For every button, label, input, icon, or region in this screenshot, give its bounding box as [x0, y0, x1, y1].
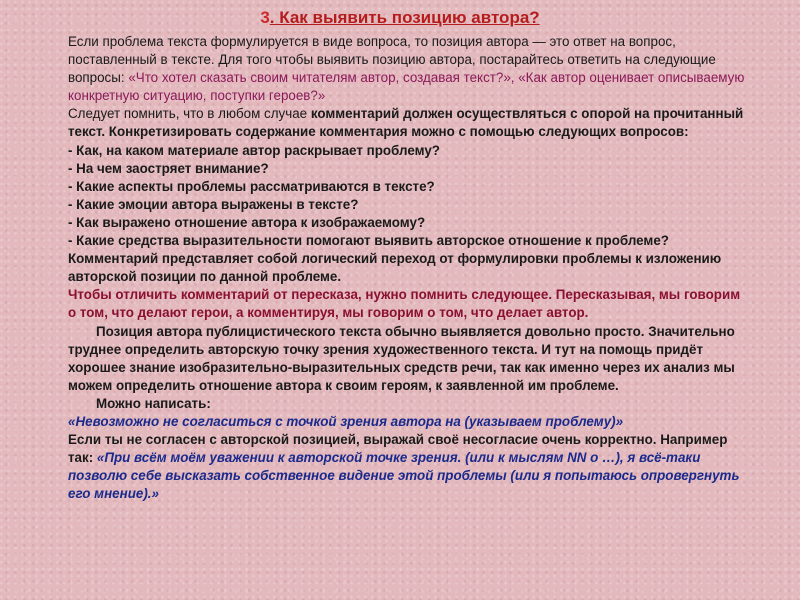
comment-text-2: комментарий должен осуществляться с опорой на прочитанный текст. Конкретизировать содержание комментария можно с помощью следующих вопросов: [68, 106, 744, 140]
title-number: 3 [260, 8, 270, 27]
question-item: - На чем заостряет внимание? [68, 160, 269, 176]
position-paragraph: Позиция автора публицистического текста обычно выявляется довольно просто. Значительно труднее определить авторскую точку зрения художественного текста. И тут на помощь придёт хорошее знание изобразительно-выразительных средств речи, так как именно через их анализ мы можем определить отношение автора к своим героям, к заявленной им проблеме. [68, 323, 735, 393]
intro-paragraph [68, 33, 748, 105]
question-item: - Какие эмоции автора выражены в тексте? [68, 196, 359, 212]
comment-paragraph [68, 105, 748, 141]
disagree-text: Если ты не согласен с авторской позицией, выражай своё несогласие очень корректно. Например так: [68, 432, 728, 466]
question-item: - Как, на каком материале автор раскрывает проблему? [68, 142, 440, 158]
transition-paragraph: Комментарий представляет собой логический переход от формулировки проблемы к изложению авторской позиции по данной проблеме. [68, 251, 722, 285]
example-disagree: «При всём моём уважении к авторской точке зрения. (или к мыслям NN о …), я всё-таки позволю себе высказать собственное видение этой проблемы (или я попытаюсь опровергнуть его мнение).» [68, 450, 740, 502]
intro-questions: «Что хотел сказать своим читателям автор, создавая текст?», «Как автор оценивает описываемую конкретную ситуацию, поступки героев?» [68, 70, 745, 104]
question-item: - Какие аспекты проблемы рассматриваются в тексте? [68, 178, 435, 194]
intro-text: Если проблема текста формулируется в виде вопроса, то позиция автора — это ответ на вопрос, поставленный в тексте. Для того чтобы выявить позицию автора, постарайтесь ответить на следующие вопросы: [68, 34, 716, 86]
question-item: - Какие средства выразительности помогают выявить авторское отношение к проблеме? [68, 233, 669, 249]
example-agree: «Невозможно не согласиться с точкой зрения автора на (указываем проблему)» [68, 413, 624, 429]
page-title [0, 8, 800, 28]
disagree-paragraph [68, 431, 748, 503]
question-item: - Как выражено отношение автора к изображаемому? [68, 214, 426, 230]
can-write-label: Можно написать: [96, 395, 211, 411]
comment-text-1: Следует помнить, что в любом случае [68, 106, 311, 122]
highlight-paragraph: Чтобы отличить комментарий от пересказа, нужно помнить следующее. Пересказывая, мы говорим о том, что делают герои, а комментируя, мы говорим о том, что делает автор. [68, 287, 741, 321]
slide-body [68, 33, 748, 503]
title-text: . Как выявить позицию автора? [269, 8, 540, 27]
